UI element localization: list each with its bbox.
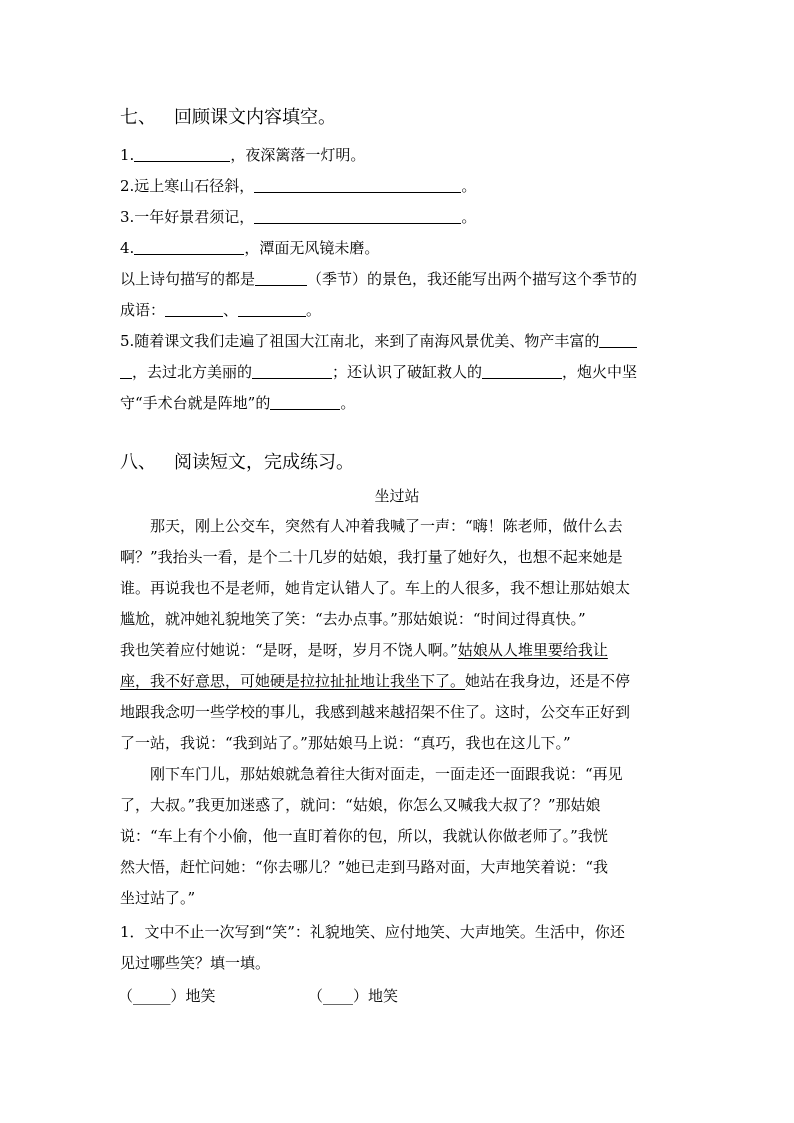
- reading-question-1-line-2: 见过哪些笑？填一填。: [120, 954, 271, 972]
- passage-line: [120, 671, 630, 691]
- question-3: [120, 207, 476, 227]
- passage-line: 刚下车门儿，那姑娘就急着往大街对面走，一面走还一面跟我说：“再见: [150, 765, 623, 783]
- passage-line: 然大悟，赶忙问她：“你去哪儿？”她已走到马路对面，大声地笑着说：“我: [120, 858, 609, 876]
- section-7-heading: [120, 106, 336, 130]
- passage-line: 了，大叔。”我更加迷惑了，就问：“姑娘，你怎么又喊我大叔了？”那姑娘: [120, 796, 601, 814]
- passage-line: 了一站，我说：“我到站了。”那姑娘马上说：“真巧，我也在这儿下。”: [120, 734, 571, 752]
- passage-line: 那天，刚上公交车，突然有人冲着我喊了一声：“嗨！陈老师，做什么去: [150, 517, 623, 535]
- q5-blank-4[interactable]: [270, 394, 340, 410]
- idiom-end: 。: [306, 301, 322, 319]
- q5-blank-1b[interactable]: [120, 363, 132, 379]
- underlined-sentence: 座，我不好意思，可她硬是拉拉扯扯地让我坐下了。: [120, 672, 466, 690]
- section-7-number: 七、: [120, 107, 156, 128]
- q5-text-2c: ，炮火中坚: [562, 363, 638, 381]
- smile-fill-1[interactable]: （_____）地笑: [118, 987, 216, 1005]
- idiom-blank-2[interactable]: [238, 301, 306, 317]
- question-5-line-1: [120, 331, 637, 351]
- question-1: [120, 145, 365, 165]
- q4-followup-line-2: [120, 300, 321, 320]
- q2-blank[interactable]: [254, 177, 461, 193]
- section-8-number: 八、: [120, 452, 156, 473]
- smile-fill-2[interactable]: （____）地笑: [308, 987, 399, 1005]
- q2-end: 。: [461, 177, 477, 195]
- question-5-line-2: [120, 362, 637, 382]
- q3-blank[interactable]: [254, 208, 461, 224]
- q5-blank-2[interactable]: [252, 363, 332, 379]
- passage-text: 她站在我身边，还是不停: [465, 672, 631, 690]
- q4-number: 4.: [120, 239, 135, 257]
- passage-line: [120, 640, 608, 660]
- q2-text: 2.远上寒山石径斜，: [120, 177, 255, 195]
- q1-blank[interactable]: [134, 146, 230, 162]
- question-4: [120, 238, 379, 258]
- q1-text: ，夜深篱落一灯明。: [230, 146, 366, 164]
- q4-followup-text-a: 以上诗句描写的都是: [120, 270, 256, 288]
- section-8-title: 阅读短文，完成练习。: [174, 452, 354, 473]
- idiom-label: 成语：: [120, 301, 166, 319]
- season-blank[interactable]: [255, 270, 307, 286]
- q3-end: 。: [461, 208, 477, 226]
- q5-text-2b: ；还认识了破缸救人的: [332, 363, 483, 381]
- passage-line: 地跟我念叨一些学校的事儿，我感到越来越招架不住了。这时，公交车正好到: [120, 703, 631, 721]
- section-8-heading: [120, 451, 354, 475]
- q5-text-3: 守“手术台就是阵地”的: [120, 394, 271, 412]
- passage-line: 谁。再说我也不是老师，她肯定认错人了。车上的人很多，我不想让那姑娘太: [120, 579, 631, 597]
- q5-end: 。: [340, 394, 356, 412]
- idiom-separator: 、: [223, 301, 239, 319]
- passage-line: 尴尬，就冲她礼貌地笑了笑：“去办点事。”那姑娘说：“时间过得真快。”: [120, 610, 586, 628]
- passage-line: 啊？”我抬头一看，是个二十几岁的姑娘，我打量了她好久，也想不起来她是: [120, 548, 623, 566]
- q5-blank-1a[interactable]: [599, 332, 637, 348]
- q1-number: 1.: [120, 146, 135, 164]
- q5-text-1: 5.随着课文我们走遍了祖国大江南北，来到了南海风景优美、物产丰富的: [120, 332, 600, 350]
- q4-followup-line-1: [120, 269, 637, 289]
- passage-line: 坐过站了。”: [120, 889, 196, 907]
- q3-text: 3.一年好景君须记，: [120, 208, 255, 226]
- q4-blank[interactable]: [134, 239, 244, 255]
- underlined-sentence: 姑娘从人堆里要给我让: [457, 641, 608, 659]
- section-7-title: 回顾课文内容填空。: [174, 107, 336, 128]
- q5-text-2a: ，去过北方美丽的: [132, 363, 253, 381]
- idiom-blank-1[interactable]: [165, 301, 223, 317]
- question-5-line-3: [120, 393, 355, 413]
- q5-blank-3[interactable]: [482, 363, 562, 379]
- reading-question-1-line-1: 1．文中不止一次写到“笑”：礼貌地笑、应付地笑、大声地笑。生活中，你还: [120, 923, 625, 941]
- q4-followup-text-b: （季节）的景色，我还能写出两个描写这个季节的: [307, 270, 638, 288]
- passage-title: 坐过站: [374, 487, 420, 505]
- passage-text: 我也笑着应付她说：“是呀，是呀，岁月不饶人啊。”: [120, 641, 458, 659]
- q4-text: ，潭面无风镜未磨。: [244, 239, 380, 257]
- question-2: [120, 176, 476, 196]
- passage-line: 说：“车上有个小偷，他一直盯着你的包，所以，我就认你做老师了。”我恍: [120, 827, 608, 845]
